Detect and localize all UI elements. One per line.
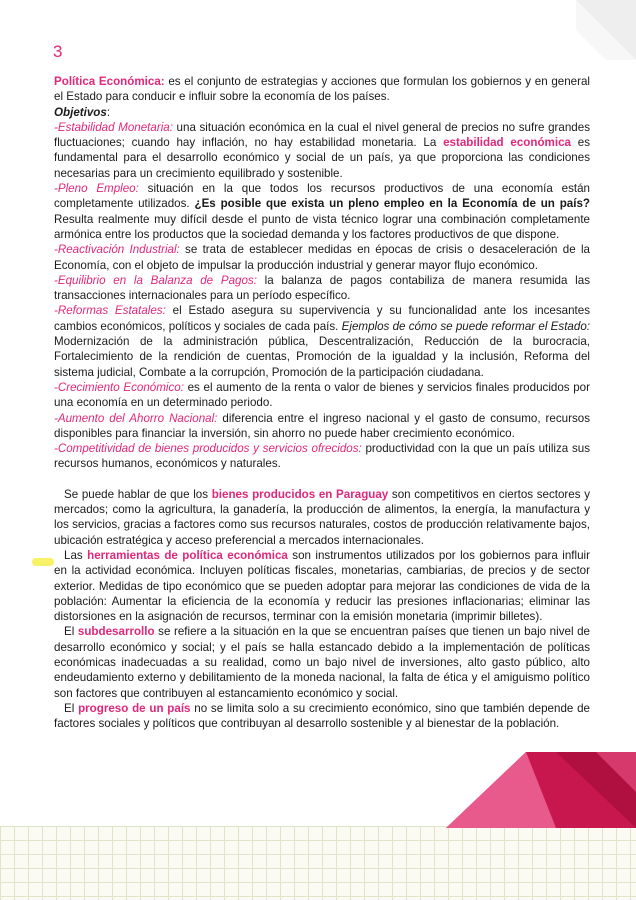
paragraph-progreso: El progreso de un país no se limita solo a su crecimiento económico, sino que también depende de factores sociales y políticos que contribuyan al desarrollo sostenible y al bienestar de la población. (54, 701, 590, 731)
page-number: 3 (53, 42, 63, 61)
paragraph-herramientas: Las herramientas de política económica son instrumentos utilizados por los gobiernos para influir en la actividad económica. Incluyen políticas fiscales, monetarias, cambiarias, de precios y de sector exterior. Medidas de tipo económico que se pueden adoptar para mejorar las condiciones de vida de la población: Aumentar la eficiencia de la economía y reducir las presiones inflacionarias; eliminar las distorsiones en la asignación de recursos, terminar con la emisión monetaria (imprimir billetes). (54, 548, 590, 624)
objetivo-reformas-estatales: -Reformas Estatales: el Estado asegura su supervivencia y su funcionalidad ante los incesantes cambios económicos, políticos y sociales de cada país. Ejemplos de cómo se puede reformar el Estado: Modernización de la administración pública, Descentralización, Reducción de la burocracia, Fortalecimiento de la rendición de cuentas, Promoción de la igualdad y la inclusión, Reforma del sistema judicial, Combate a la corrupción, Promoción de la participación ciudadana. (54, 304, 590, 379)
objetivo-ahorro-nacional: -Aumento del Ahorro Nacional: diferencia entre el ingreso nacional y el gasto de consumo, recursos disponibles para financiar la inversión, sin ahorro no puede haber crecimiento económico. (54, 411, 590, 440)
objetivo-balanza-de-pagos: -Equilibrio en la Balanza de Pagos: la balanza de pagos contabiliza de manera resumida las transacciones internacionales para un período específico. (54, 273, 590, 303)
objetivo-reactivacion-industrial: -Reactivación Industrial: se trata de establecer medidas en épocas de crisis o desaceleración de la Economía, con el objeto de impulsar la producción industrial y generar mayor flujo económico. (54, 243, 590, 272)
paragraph-bienes-paraguay: Se puede hablar de que los bienes producidos en Paraguay son competitivos en ciertos sectores y mercados; como la agricultura, la ganadería, la producción de alimentos, la energía, la manufactura y los servicios, gracias a factores como sus recursos naturales, costos de producción relativamente bajos, ubicación estratégica y acceso preferencial a mercados internacionales. (54, 487, 590, 547)
document-body (54, 74, 590, 731)
term-politica-economica: Política Económica: (54, 75, 165, 88)
yellow-highlighter-mark (32, 558, 54, 566)
definition-politica-economica: Política Económica: es el conjunto de estrategias y acciones que formulan los gobiernos y en general el Estado para conducir e influir sobre la economía de los países. (54, 75, 591, 104)
page-corner-fold-decoration (576, 0, 636, 60)
objetivo-estabilidad-monetaria: -Estabilidad Monetaria: una situación económica en la cual el nivel general de precios no sufre grandes fluctuaciones; cuando hay inflación, no hay estabilidad monetaria. La estabilidad económica es fundamental para el desarrollo económico y social de un país, ya que proporciona las condiciones necesarias para un crecimiento equilibrado y sostenible. (54, 120, 590, 180)
objetivo-competitividad: -Competitividad de bienes producidos y servicios ofrecidos: productividad con la que un país utiliza sus recursos humanos, económicos y naturales. (54, 442, 590, 471)
grid-paper-footer (0, 826, 636, 900)
corner-triangle-decoration (446, 752, 636, 828)
objetivo-crecimiento-economico: -Crecimiento Económico: es el aumento de la renta o valor de bienes y servicios finales producidos por una economía en un determinado periodo. (54, 380, 590, 410)
objetivos-heading: Objetivos: (54, 105, 111, 119)
paragraph-subdesarrollo: El subdesarrollo se refiere a la situación en la que se encuentran países que tienen un bajo nivel de desarrollo económico y social; y el país se halla estancado debido a la implementación de políticas económicas inadecuadas a su realidad, como un bajo nivel de inversiones, alto gasto público, alto endeudamiento externo y debilitamiento de la moneda nacional, la falta de ética y el amiguismo político son factores que contribuyen al estancamiento económico y social. (54, 625, 591, 700)
objetivo-pleno-empleo: -Pleno Empleo: situación en la que todos los recursos productivos de una economía están completamente utilizados. ¿Es posible que exista un pleno empleo en la Economía de un país? Resulta realmente muy difícil desde el punto de vista técnico lograr una combinación completamente armónica entre los productos que la sociedad demanda y los factores productivos de que dispone. (54, 182, 591, 241)
